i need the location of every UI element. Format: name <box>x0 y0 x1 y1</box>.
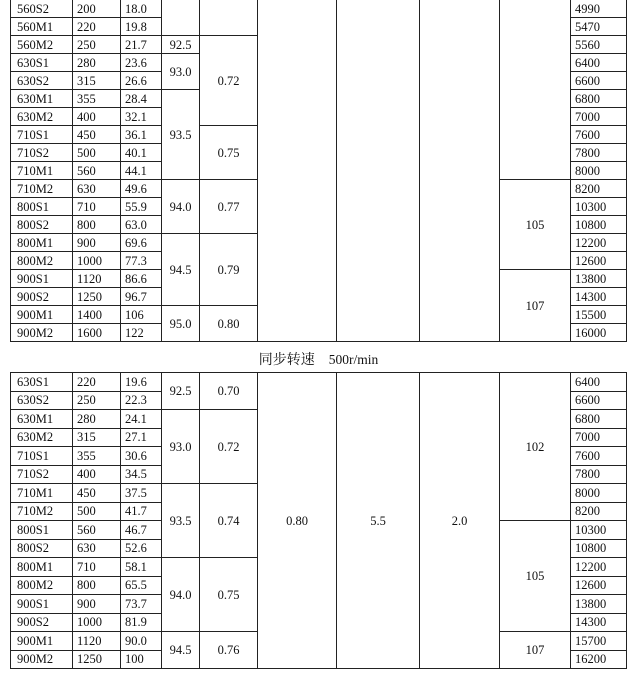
power-cell: 1000 <box>73 252 121 270</box>
power-cell: 315 <box>73 72 121 90</box>
current-cell: 65.5 <box>121 576 162 595</box>
current-cell: 77.3 <box>121 252 162 270</box>
current-cell: 21.7 <box>121 36 162 54</box>
section-title-speed: 500r/min <box>328 352 379 367</box>
efficiency-cell: 92.5 <box>162 36 200 54</box>
empty-column-cell <box>337 0 420 342</box>
model-cell: 710M1 <box>11 484 73 503</box>
section-title-label: 同步转速 <box>258 353 315 368</box>
power-cell: 250 <box>73 391 121 410</box>
power-cell: 900 <box>73 595 121 614</box>
power-cell: 220 <box>73 373 121 392</box>
current-cell: 27.1 <box>121 428 162 447</box>
current-cell: 69.6 <box>121 234 162 252</box>
current-cell: 86.6 <box>121 270 162 288</box>
power-cell: 560 <box>73 162 121 180</box>
power-cell: 710 <box>73 558 121 577</box>
efficiency-cell: 93.0 <box>162 54 200 90</box>
weight-cell: 14300 <box>571 613 627 632</box>
weight-cell: 5560 <box>571 36 627 54</box>
power-factor-cell: 0.80 <box>200 306 258 342</box>
current-cell: 22.3 <box>121 391 162 410</box>
power-factor-cell: 0.76 <box>200 632 258 669</box>
model-cell: 710S2 <box>11 465 73 484</box>
power-cell: 1400 <box>73 306 121 324</box>
weight-cell: 7800 <box>571 144 627 162</box>
power-factor-cell: 0.72 <box>200 36 258 126</box>
current-cell: 73.7 <box>121 595 162 614</box>
model-cell: 630S2 <box>11 391 73 410</box>
current-cell: 96.7 <box>121 288 162 306</box>
power-cell: 900 <box>73 234 121 252</box>
model-cell: 710M2 <box>11 180 73 198</box>
weight-cell: 7000 <box>571 108 627 126</box>
model-cell: 800M2 <box>11 576 73 595</box>
efficiency-cell: 94.5 <box>162 632 200 669</box>
power-cell: 315 <box>73 428 121 447</box>
weight-cell: 6800 <box>571 90 627 108</box>
model-cell: 900S2 <box>11 288 73 306</box>
power-cell: 280 <box>73 410 121 429</box>
current-cell: 19.6 <box>121 373 162 392</box>
current-cell: 49.6 <box>121 180 162 198</box>
col7-cell: 2.0 <box>420 373 500 669</box>
col5-cell: 0.80 <box>258 373 337 669</box>
power-cell: 710 <box>73 198 121 216</box>
power-cell: 500 <box>73 144 121 162</box>
current-cell: 26.6 <box>121 72 162 90</box>
model-cell: 800M1 <box>11 558 73 577</box>
current-cell: 18.0 <box>121 0 162 18</box>
current-cell: 46.7 <box>121 521 162 540</box>
efficiency-cell: 95.0 <box>162 306 200 342</box>
power-factor-cell: 0.79 <box>200 234 258 306</box>
power-cell: 450 <box>73 484 121 503</box>
power-cell: 560 <box>73 521 121 540</box>
power-factor-cell: 0.75 <box>200 558 258 632</box>
weight-cell: 10800 <box>571 216 627 234</box>
model-cell: 900M2 <box>11 324 73 342</box>
current-cell: 81.9 <box>121 613 162 632</box>
power-cell: 355 <box>73 90 121 108</box>
model-cell: 800S2 <box>11 216 73 234</box>
weight-cell: 4990 <box>571 0 627 18</box>
efficiency-cell: 93.0 <box>162 410 200 484</box>
power-cell: 800 <box>73 216 121 234</box>
weight-cell: 12600 <box>571 252 627 270</box>
model-cell: 710S1 <box>11 447 73 466</box>
power-cell: 250 <box>73 36 121 54</box>
power-cell: 400 <box>73 108 121 126</box>
noise-cell: 107 <box>500 632 571 669</box>
weight-cell: 13800 <box>571 270 627 288</box>
current-cell: 34.5 <box>121 465 162 484</box>
section-title <box>10 350 627 371</box>
model-cell: 800S2 <box>11 539 73 558</box>
weight-cell: 12200 <box>571 558 627 577</box>
weight-cell: 16200 <box>571 650 627 669</box>
power-cell: 1250 <box>73 288 121 306</box>
model-cell: 900S1 <box>11 270 73 288</box>
weight-cell: 10300 <box>571 198 627 216</box>
empty-column-cell <box>258 0 337 342</box>
power-cell: 450 <box>73 126 121 144</box>
current-cell: 41.7 <box>121 502 162 521</box>
current-cell: 28.4 <box>121 90 162 108</box>
current-cell: 63.0 <box>121 216 162 234</box>
efficiency-cell: 94.5 <box>162 234 200 306</box>
model-cell: 630S2 <box>11 72 73 90</box>
weight-cell: 13800 <box>571 595 627 614</box>
weight-cell: 6800 <box>571 410 627 429</box>
noise-cell: 105 <box>500 180 571 270</box>
current-cell: 19.8 <box>121 18 162 36</box>
weight-cell: 16000 <box>571 324 627 342</box>
weight-cell: 15700 <box>571 632 627 651</box>
model-cell: 900M1 <box>11 306 73 324</box>
power-cell: 800 <box>73 576 121 595</box>
current-cell: 32.1 <box>121 108 162 126</box>
weight-cell: 8200 <box>571 180 627 198</box>
weight-cell: 10800 <box>571 539 627 558</box>
current-cell: 30.6 <box>121 447 162 466</box>
model-cell: 800S1 <box>11 198 73 216</box>
model-cell: 630S1 <box>11 373 73 392</box>
weight-cell: 14300 <box>571 288 627 306</box>
col6-cell: 5.5 <box>337 373 420 669</box>
model-cell: 800M1 <box>11 234 73 252</box>
power-cell: 200 <box>73 0 121 18</box>
spec-table-750rpm <box>10 0 627 342</box>
power-factor-cell: 0.77 <box>200 180 258 234</box>
current-cell: 24.1 <box>121 410 162 429</box>
power-cell: 630 <box>73 539 121 558</box>
efficiency-cell: 93.5 <box>162 90 200 180</box>
model-cell: 710M1 <box>11 162 73 180</box>
current-cell: 52.6 <box>121 539 162 558</box>
noise-cell: 105 <box>500 521 571 632</box>
current-cell: 58.1 <box>121 558 162 577</box>
power-factor-cell: 0.70 <box>200 373 258 410</box>
model-cell: 900S2 <box>11 613 73 632</box>
power-cell: 500 <box>73 502 121 521</box>
model-cell: 900M2 <box>11 650 73 669</box>
weight-cell: 7600 <box>571 447 627 466</box>
power-factor-cell <box>200 0 258 36</box>
weight-cell: 7000 <box>571 428 627 447</box>
model-cell: 710M2 <box>11 502 73 521</box>
power-cell: 280 <box>73 54 121 72</box>
weight-cell: 6600 <box>571 72 627 90</box>
weight-cell: 12600 <box>571 576 627 595</box>
power-factor-cell: 0.72 <box>200 410 258 484</box>
current-cell: 44.1 <box>121 162 162 180</box>
model-cell: 630M2 <box>11 428 73 447</box>
power-cell: 355 <box>73 447 121 466</box>
weight-cell: 6600 <box>571 391 627 410</box>
empty-column-cell <box>420 0 500 342</box>
current-cell: 40.1 <box>121 144 162 162</box>
power-cell: 630 <box>73 180 121 198</box>
current-cell: 106 <box>121 306 162 324</box>
model-cell: 800M2 <box>11 252 73 270</box>
current-cell: 122 <box>121 324 162 342</box>
power-cell: 400 <box>73 465 121 484</box>
model-cell: 560M1 <box>11 18 73 36</box>
current-cell: 100 <box>121 650 162 669</box>
weight-cell: 5470 <box>571 18 627 36</box>
model-cell: 900M1 <box>11 632 73 651</box>
current-cell: 90.0 <box>121 632 162 651</box>
weight-cell: 15500 <box>571 306 627 324</box>
spec-table-500rpm <box>10 372 627 669</box>
power-cell: 220 <box>73 18 121 36</box>
model-cell: 560M2 <box>11 36 73 54</box>
power-factor-cell: 0.75 <box>200 126 258 180</box>
efficiency-cell: 93.5 <box>162 484 200 558</box>
weight-cell: 8000 <box>571 484 627 503</box>
noise-cell: 102 <box>500 373 571 521</box>
model-cell: 900S1 <box>11 595 73 614</box>
power-cell: 1120 <box>73 270 121 288</box>
model-cell: 710S2 <box>11 144 73 162</box>
current-cell: 55.9 <box>121 198 162 216</box>
noise-cell <box>500 0 571 180</box>
power-cell: 1000 <box>73 613 121 632</box>
model-cell: 630M1 <box>11 90 73 108</box>
efficiency-cell: 92.5 <box>162 373 200 410</box>
efficiency-cell: 94.0 <box>162 558 200 632</box>
weight-cell: 8000 <box>571 162 627 180</box>
model-cell: 710S1 <box>11 126 73 144</box>
noise-cell: 107 <box>500 270 571 342</box>
efficiency-cell <box>162 0 200 36</box>
weight-cell: 7800 <box>571 465 627 484</box>
power-cell: 1250 <box>73 650 121 669</box>
power-factor-cell: 0.74 <box>200 484 258 558</box>
weight-cell: 6400 <box>571 54 627 72</box>
current-cell: 23.6 <box>121 54 162 72</box>
model-cell: 630M2 <box>11 108 73 126</box>
weight-cell: 10300 <box>571 521 627 540</box>
current-cell: 36.1 <box>121 126 162 144</box>
weight-cell: 8200 <box>571 502 627 521</box>
weight-cell: 12200 <box>571 234 627 252</box>
power-cell: 1120 <box>73 632 121 651</box>
model-cell: 630M1 <box>11 410 73 429</box>
current-cell: 37.5 <box>121 484 162 503</box>
power-cell: 1600 <box>73 324 121 342</box>
weight-cell: 7600 <box>571 126 627 144</box>
model-cell: 800S1 <box>11 521 73 540</box>
efficiency-cell: 94.0 <box>162 180 200 234</box>
model-cell: 630S1 <box>11 54 73 72</box>
model-cell: 560S2 <box>11 0 73 18</box>
weight-cell: 6400 <box>571 373 627 392</box>
